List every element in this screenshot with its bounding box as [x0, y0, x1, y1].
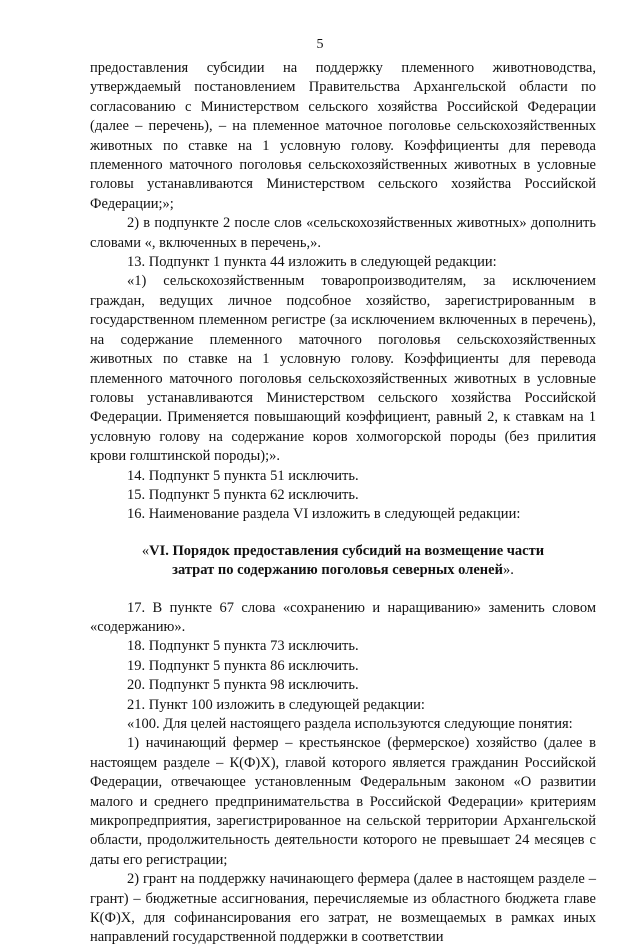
paragraph-item-13-text: «1) сельскохозяйственным товаропроизводителям, за исключением граждан, ведущих личное подсобное хозяйство, зарегистрированным в государственном племенном регистре (за исключением включенных в перечень), на содержание племенного маточного поголовья сельскохозяйственных животных по ставке на 1 условную голову. Коэффициенты для перевода племенного маточного поголовья сельскохозяйственных животных в условные головы устанавливаются Министерством сельского хозяйства Российской Федерации. Применяется повышающий коэффициент, равный 2, к ставкам на 1 условную голову на содержание коров холмогорской породы (без прилития крови голштинской породы);». [90, 273, 596, 465]
section-heading [90, 542, 596, 581]
paragraph-definition-1: 1) начинающий фермер – крестьянское (фермерское) хозяйство (далее в настоящем разделе – К(Ф)Х), главой которого является гражданин Российской Федерации, отвечающее установленным Федеральным законом «О развитии малого и среднего предпринимательства в Российской Федерации» критериям микропредприятия, зарегистрированное на сельской территории Архангельской области, продолжительность деятельности которого не превышает 24 месяцев с даты его регистрации; [90, 735, 596, 868]
paragraph-item-13: 13. Подпункт 1 пункта 44 изложить в следующей редакции: [127, 254, 497, 271]
paragraph-item-14: 14. Подпункт 5 пункта 51 исключить. [127, 467, 359, 484]
heading-close-quote: ». [502, 562, 514, 579]
section-heading-text: VI. Порядок предоставления субсидий на возмещение части затрат по содержанию поголовья северных оленей [149, 542, 545, 579]
paragraph-item-15: 15. Подпункт 5 пункта 62 исключить. [127, 486, 359, 503]
paragraph-subitem-2: 2) в подпункте 2 после слов «сельскохозяйственных животных» дополнить словами «, включенных в перечень,». [90, 215, 596, 251]
paragraph-item-19: 19. Подпункт 5 пункта 86 исключить. [127, 657, 359, 674]
paragraph-definition-2: 2) грант на поддержку начинающего фермера (далее в настоящем разделе – грант) – бюджетные ассигнования, перечисляемые из областного бюджета главе К(Ф)Х, для софинансирования его затрат, не возмещаемых в рамках иных направлений государственной поддержки в соответствии [90, 871, 596, 946]
paragraph-item-100: «100. Для целей настоящего раздела используются следующие понятия: [127, 716, 573, 732]
document-body [90, 59, 596, 948]
page-number: 5 [316, 37, 324, 52]
paragraph-item-17: 17. В пункте 67 слова «сохранению и наращиванию» заменить словом «содержанию». [90, 599, 596, 635]
paragraph-item-21: 21. Пункт 100 изложить в следующей редакции: [127, 696, 425, 713]
paragraph-item-16: 16. Наименование раздела VI изложить в следующей редакции: [127, 506, 521, 523]
paragraph-item-18: 18. Подпункт 5 пункта 73 исключить. [127, 638, 359, 655]
heading-open-quote: « [141, 542, 150, 559]
paragraph-continuation: предоставления субсидии на поддержку племенного животноводства, утверждаемый постановлением Правительства Архангельской области по согласованию с Министерством сельского хозяйства Российской Федерации (далее – перечень), – на племенное маточное поголовье сельскохозяйственных животных по ставке на 1 условную голову. Коэффициенты для перевода племенного маточного поголовья сельскохозяйственных животных в условные головы устанавливаются Министерством сельского хозяйства Российской Федерации;»; [90, 60, 596, 212]
paragraph-item-20: 20. Подпункт 5 пункта 98 исключить. [127, 677, 359, 694]
